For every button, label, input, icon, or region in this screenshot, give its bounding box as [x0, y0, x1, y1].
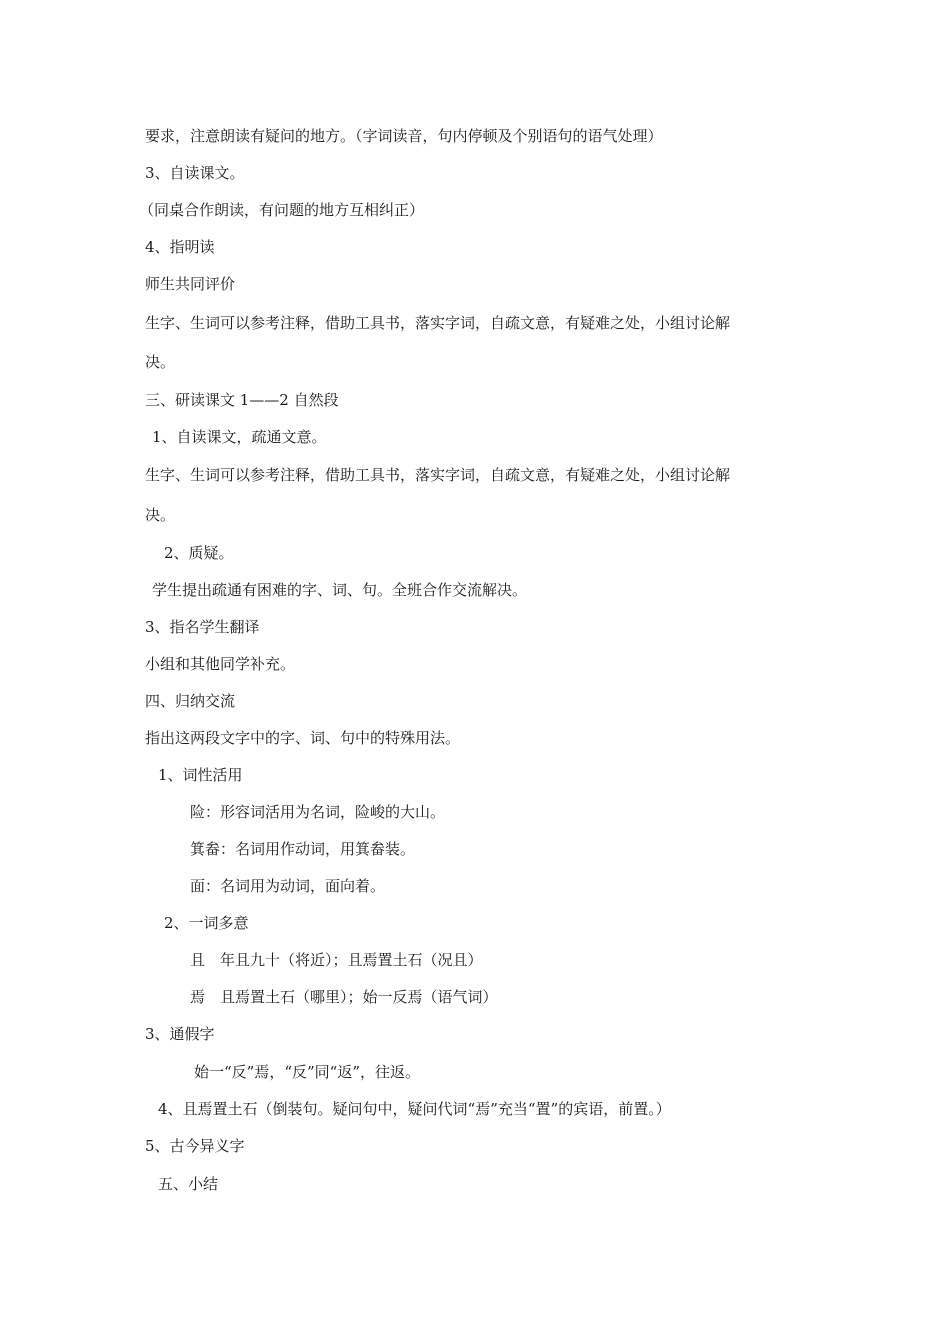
text-line: 面：名词用为动词，面向着。 — [190, 877, 386, 895]
text-line: 4、指明读 — [145, 238, 215, 256]
text-line: 始一“反”焉，“反”同“返”，往返。 — [194, 1063, 421, 1081]
text-line: 2、一词多意 — [164, 914, 249, 932]
text-line: 2、质疑。 — [164, 544, 234, 562]
text-line: 小组和其他同学补充。 — [145, 655, 296, 673]
text-line: 生字、生词可以参考注释，借助工具书，落实字词，自疏文意，有疑难之处，小组讨论解 — [145, 314, 731, 332]
section-heading: 五、小结 — [158, 1175, 219, 1193]
text-line: 1、词性活用 — [158, 766, 243, 784]
text-line: 决。 — [145, 353, 176, 371]
text-line: 5、古今异义字 — [145, 1137, 245, 1155]
section-heading: 三、研读课文 1——2 自然段 — [145, 391, 339, 409]
text-line: 且 年且九十（将近）；且焉置土石（况且） — [190, 951, 483, 969]
text-line: 师生共同评价 — [145, 275, 236, 293]
text-line: 指出这两段文字中的字、词、句中的特殊用法。 — [145, 729, 461, 747]
text-line: 决。 — [145, 506, 176, 524]
text-line: 学生提出疏通有困难的字、词、句。全班合作交流解决。 — [152, 581, 528, 599]
text-line: 生字、生词可以参考注释，借助工具书，落实字词，自疏文意，有疑难之处，小组讨论解 — [145, 466, 731, 484]
text-line: 3、指名学生翻译 — [145, 618, 260, 636]
text-line: 3、自读课文。 — [145, 164, 245, 182]
text-line: 要求，注意朗读有疑问的地方。（字词读音，句内停顿及个别语句的语气处理） — [145, 127, 663, 145]
section-heading: 四、归纳交流 — [145, 692, 236, 710]
text-line: （同桌合作朗读，有问题的地方互相纠正） — [139, 201, 425, 219]
text-line: 箕畚：名词用作动词，用箕畚装。 — [190, 840, 416, 858]
text-line: 焉 且焉置土石（哪里）；始一反焉（语气词） — [190, 988, 498, 1006]
text-line: 4、且焉置土石（倒装句。疑问句中，疑问代词“焉”充当“置”的宾语，前置。） — [158, 1100, 671, 1118]
text-line: 1、自读课文，疏通文意。 — [152, 428, 327, 446]
text-line: 3、通假字 — [145, 1025, 215, 1043]
text-line: 险：形容词活用为名词，险峻的大山。 — [190, 803, 446, 821]
